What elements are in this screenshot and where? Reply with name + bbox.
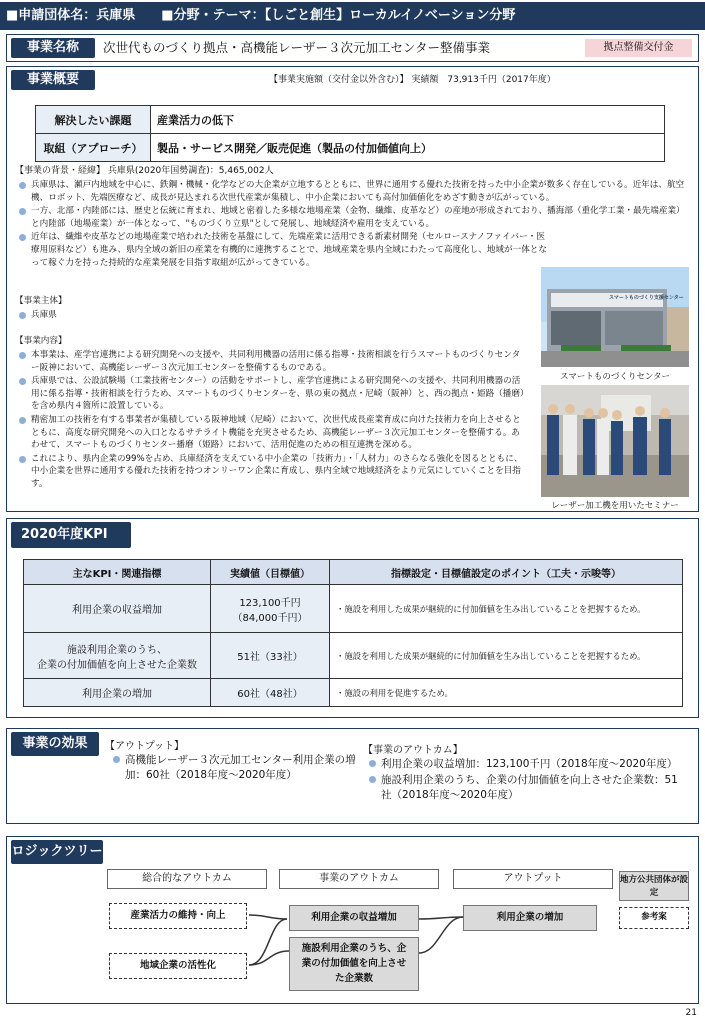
project-name-label: 事業名称: [11, 38, 95, 58]
issue-table: [35, 105, 665, 162]
kpi-value-cell: [211, 585, 330, 633]
kpi-table: [23, 559, 683, 707]
approach-value: 製品・サービス開発／販売促進（製品の付加価値向上）: [151, 134, 665, 162]
legend-reference-box: 参考案: [619, 907, 689, 929]
content-item: 精密加工の技術を有する事業者が集積している阪神地域（尼崎）において、次世代成長産業育成に向けた技術力を向上させるとともに、高度な研究開発への入口となるサテライト機能を充実させるため、高機能レーザー３次元加工センターを整備する。あわせて、スマートものづくりセンター播磨（姫路）において、活用促進のための相互連携を深める。: [17, 414, 525, 452]
column-header-overall: 総合的なアウトカム: [107, 869, 267, 889]
kpi-metric: 施設利用企業のうち、 企業の付加価値を向上させた企業数: [24, 633, 211, 679]
kpi-header-metric: 主なKPI・関連指標: [24, 560, 211, 585]
background-item: 兵庫県は、瀬戸内地域を中心に、鉄鋼・機械・化学などの大企業が立地するとともに、世界に通用する優れた技術を持った中小企業が数多く存在している。近年は、航空機、ロボット、先端医療など、成長が見込まれる次世代産業が集積し、中小企業においても高付加価値化をめざす動きが広がっている。: [17, 179, 689, 204]
content-item: これにより、県内企業の99%を占め、兵庫経済を支えている中小企業の「技術力」・「人材力」のさらなる強化を図るとともに、中小企業を世界に通用する優れた技術を持つオンリーワン企業に育成し、県内全域で地域経済をより元気にしていくことを目指す。: [17, 453, 525, 491]
outcome-item: 利用企業の収益増加：123,100千円（2018年度～2020年度）: [367, 757, 685, 772]
seminar-photo: [541, 385, 689, 497]
kpi-metric: 利用企業の収益増加: [24, 585, 211, 633]
kpi-label: 2020年度KPI: [11, 522, 131, 548]
kpi-header-value: 実績値（目標値）: [211, 560, 330, 585]
outcome-heading: 【事業のアウトカム】: [363, 745, 463, 756]
logic-tree-label: ロジックツリー: [11, 840, 103, 864]
effects-panel: [6, 728, 699, 824]
kpi-actual: 60社（48社）: [211, 679, 330, 707]
project-name-value: 次世代ものづくり拠点・高機能レーザー３次元加工センター整備事業: [103, 40, 491, 55]
logic-tree-panel: [6, 836, 699, 1004]
column-header-outcome: 事業のアウトカム: [279, 869, 439, 889]
building-photo-caption: スマートものづくりセンター: [560, 372, 670, 382]
outcome-list: [367, 757, 685, 803]
content-list: [17, 349, 525, 491]
issue-value: 産業活力の低下: [151, 106, 665, 134]
kpi-panel: [6, 518, 699, 718]
overall-box: 産業活力の維持・向上: [109, 903, 247, 929]
outcome-item: 施設利用企業のうち、企業の付加価値を向上させた企業数：51社（2018年度～2020年度）: [367, 773, 685, 803]
legend-set-box: 地方公共団体が設定: [619, 871, 689, 901]
entity-heading: 【事業主体】: [15, 296, 67, 306]
background-list: [17, 179, 689, 269]
issue-key: 解決したい課題: [36, 106, 151, 134]
kpi-point: ・施設を利用した成果が継続的に付加価値を生み出していることを把握するため。: [330, 633, 683, 679]
budget-text: 【事業実施額（交付金以外含む）】 実績額 73,913千円（2017年度）: [269, 75, 556, 85]
content-item: 本事業は、産学官連携による研究開発への支援や、共同利用機器の活用に係る指導・技術相談を行うスマートものづくりセンター阪神において、高機能レーザー３次元加工センターを整備するものである。: [17, 349, 525, 374]
content-heading: 【事業内容】: [15, 336, 67, 346]
outcome-box: 利用企業の収益増加: [289, 905, 419, 931]
table-row: [24, 633, 683, 679]
background-item: 近年は、繊維や皮革などの地場産業で培われた技術を基盤にして、先端産業に活用できる新素材開発（セルロースナノファイバー・医療用原料など）も進み、県内全域の新旧の産業を有機的に連携することで、地域産業を県内全域にわたって高度化し、地域が一体となって稼ぐ力を持った持続的な産業発展を目指す取組が広がってきている。: [17, 231, 549, 269]
overall-box: 地域企業の活性化: [109, 953, 247, 979]
table-row: [24, 679, 683, 707]
header-bar: ■申請団体名：兵庫県 ■分野・テーマ：【しごと創生】ローカルイノベーション分野: [0, 2, 705, 30]
kpi-point: ・施設を利用した成果が継続的に付加価値を生み出していることを把握するため。: [330, 585, 683, 633]
column-header-output: アウトプット: [453, 869, 613, 889]
seminar-photo-caption: レーザー加工機を用いたセミナー: [551, 501, 679, 511]
overview-label: 事業概要: [11, 70, 95, 90]
entity-item: 兵庫県: [17, 309, 705, 322]
kpi-header-point: 指標設定・目標値設定のポイント（工夫・示唆等）: [330, 560, 683, 585]
output-box: 利用企業の増加: [463, 905, 597, 931]
grant-badge: 拠点整備交付金: [585, 39, 692, 57]
building-sign: スマートものづくり支援センター: [609, 295, 684, 301]
background-item: 一方、北部・内陸部には、歴史と伝統に育まれ、地域と密着した多様な地場産業（金物、繊維、皮革など）の産地が形成されており、播海部（重化学工業・最先端産業）と内陸部（地場産業）が一体となって、"ものづくり立県"として発展し、地域経済や雇用を支えている。: [17, 205, 689, 230]
output-heading: 【アウトプット】: [105, 741, 184, 752]
background-heading: 【事業の背景・経緯】 兵庫県(2020年国勢調査)：5,465,002人: [15, 166, 274, 176]
approach-key: 取組（アプローチ）: [36, 134, 151, 162]
table-row: [24, 585, 683, 633]
building-photo: [541, 267, 689, 367]
page-number: 21: [685, 1008, 697, 1018]
output-item: 高機能レーザー３次元加工センター利用企業の増加：60社（2018年度～2020年度）: [111, 753, 367, 783]
kpi-target: （84,000千円）: [232, 612, 308, 624]
kpi-point: ・施設の利用を促進するため。: [330, 679, 683, 707]
content-item: 兵庫県では、公設試験場（工業技術センター）の活動をサポートし、産学官連携による研究開発への支援や、共同利用機器の活用に係る指導・技術相談を行うため、スマートものづくりセンターを、県の東の拠点・尼崎（阪神）と、西の拠点・姫路（播磨）を含め県内４箇所に設置している。: [17, 375, 525, 413]
overview-panel: [6, 66, 699, 512]
outcome-box: 施設利用企業のうち、企業の付加価値を向上させた企業数: [289, 937, 419, 991]
kpi-actual: 51社（33社）: [211, 633, 330, 679]
kpi-metric: 利用企業の増加: [24, 679, 211, 707]
kpi-actual: 123,100千円: [239, 597, 301, 609]
project-name-row: [6, 34, 699, 62]
effects-label: 事業の効果: [11, 732, 99, 756]
